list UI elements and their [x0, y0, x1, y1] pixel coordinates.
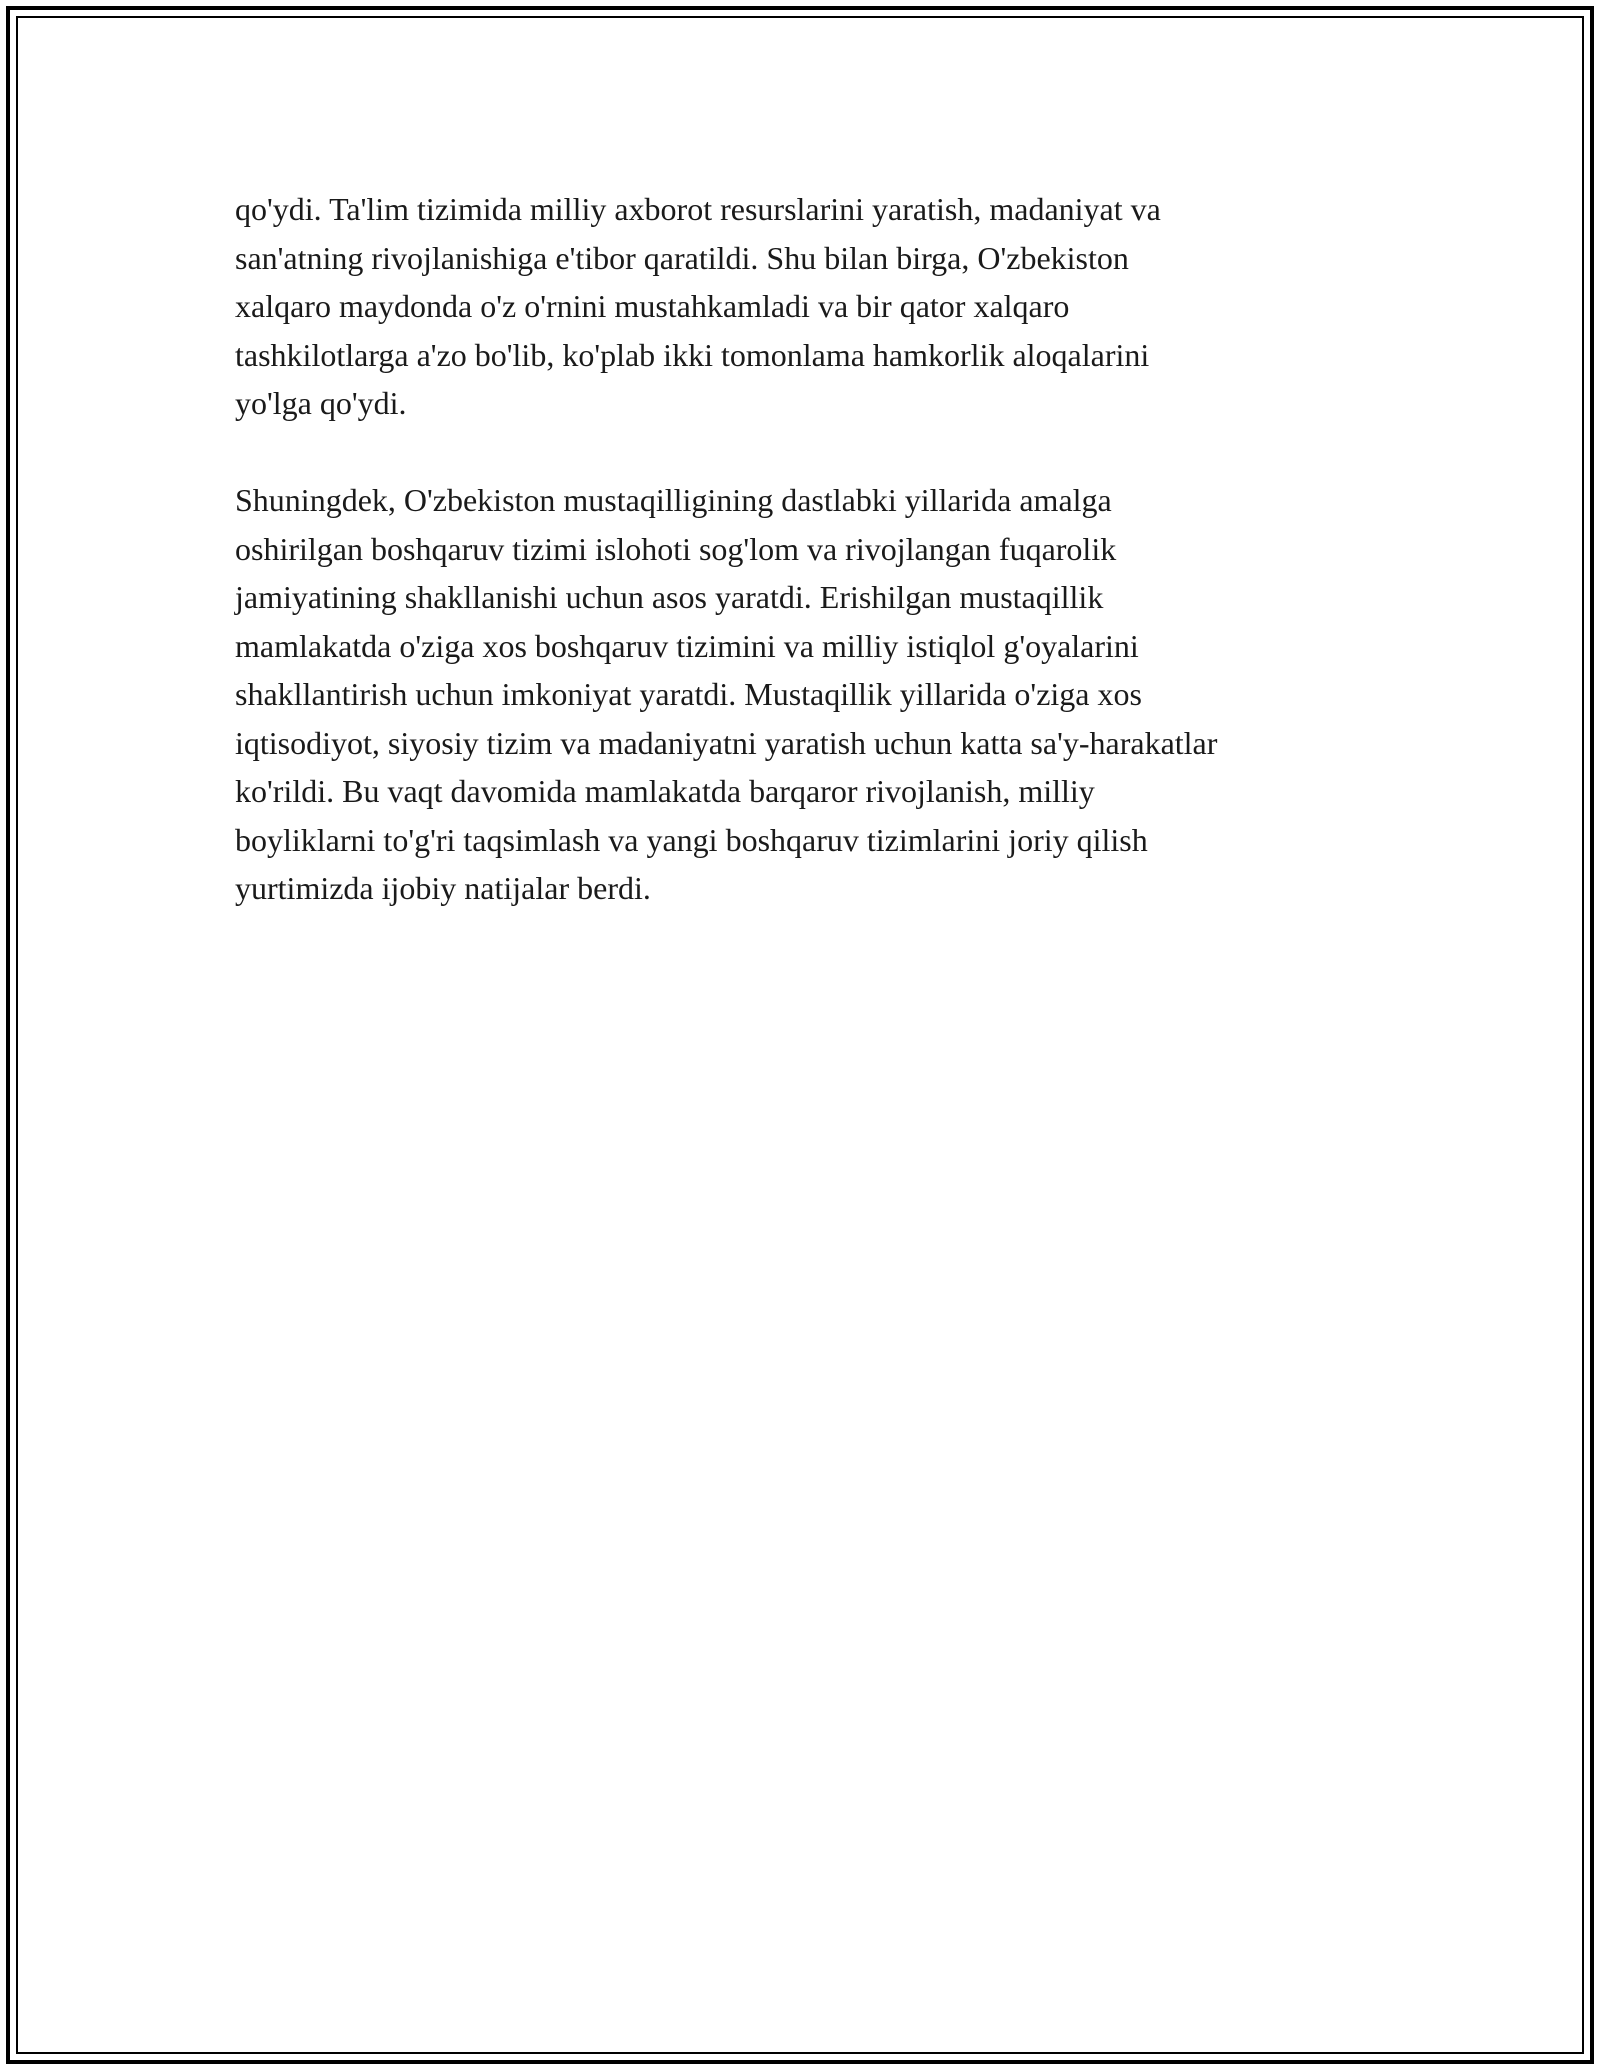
text-line: yurtimizda ijobiy natijalar berdi.: [235, 870, 651, 906]
paragraph-2: [235, 476, 1415, 913]
text-line: mamlakatda o'ziga xos boshqaruv tizimini va milliy istiqlol g'oyalarini: [235, 627, 1139, 664]
text-line: qo'ydi. Ta'lim tizimida milliy axborot resurslarini yaratish, madaniyat va: [235, 191, 1161, 227]
text-line: san'atning rivojlanishiga e'tibor qaratildi. Shu bilan birga, O'zbekiston: [235, 239, 1129, 276]
text-line: ko'rildi. Bu vaqt davomida mamlakatda barqaror rivojlanish, milliy: [235, 773, 1095, 809]
text-line: xalqaro maydonda o'z o'rnini mustahkamladi va bir qator xalqaro: [235, 288, 1070, 324]
text-line: shakllantirish uchun imkoniyat yaratdi. Mustaqillik yillarida o'ziga xos: [235, 676, 1142, 712]
paragraph-1: [235, 185, 1415, 428]
text-line: jamiyatining shakllanishi uchun asos yaratdi. Erishilgan mustaqillik: [235, 579, 1104, 615]
text-line: iqtisodiyot, siyosiy tizim va madaniyatni yaratish uchun katta sa'y-harakatlar: [235, 724, 1218, 761]
text-line: oshirilgan boshqaruv tizimi islohoti sog'lom va rivojlangan fuqarolik: [235, 530, 1117, 567]
text-line: yo'lga qo'ydi.: [235, 385, 407, 421]
text-line: Shuningdek, O'zbekiston mustaqilligining dastlabki yillarida amalga: [235, 482, 1112, 518]
text-line: boyliklarni to'g'ri taqsimlash va yangi boshqaruv tizimlarini joriy qilish: [235, 821, 1148, 858]
text-line: tashkilotlarga a'zo bo'lib, ko'plab ikki tomonlama hamkorlik aloqalarini: [235, 336, 1150, 373]
document-body: [235, 185, 1415, 961]
